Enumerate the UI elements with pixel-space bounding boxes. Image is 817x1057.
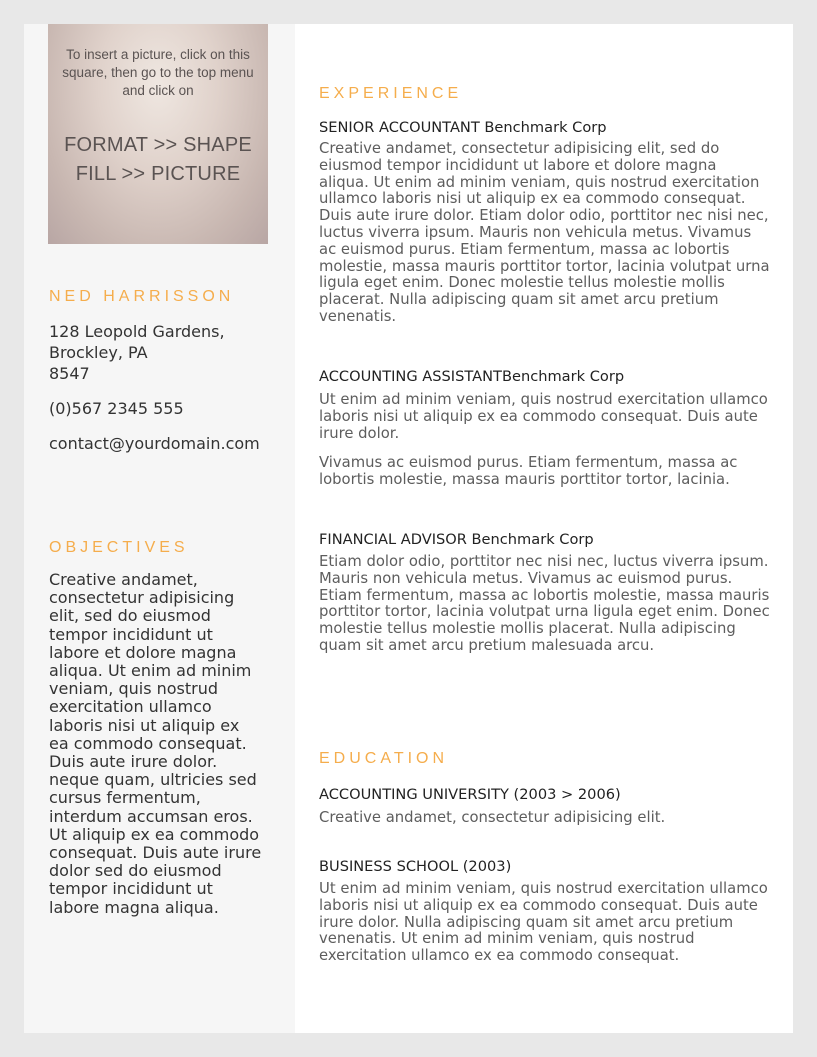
objectives-paragraph: Ut aliquip ex ea commodo consequat. Duis aute irure dolor sed do eiusmod tempor incididunt ut labore magna aliqua. — [49, 824, 262, 917]
photo-placeholder[interactable] — [48, 24, 268, 244]
experience-heading: EXPERIENCE — [319, 85, 463, 102]
job-title: SENIOR ACCOUNTANT Benchmark Corp — [319, 119, 607, 136]
address-line: 8547 — [49, 364, 90, 383]
job-description: Ut enim ad minim veniam, quis nostrud exercitation ullamco laboris nisi ut aliquip ex ea commodo consequat. Duis aute irure dolor. — [319, 391, 768, 442]
objectives-paragraph: Creative andamet, consectetur adipisicing elit, sed do eiusmod tempor incididunt ut labore et dolore magna aliqua. Ut enim ad minim veniam, quis nostrud exercitation ullamco laboris nisi ut aliquip ex ea commodo consequat. Duis aute irure dolor. — [49, 570, 252, 772]
education-heading: EDUCATION — [319, 750, 449, 767]
resume-page — [24, 24, 793, 1033]
sidebar — [24, 24, 295, 1033]
education-title: BUSINESS SCHOOL (2003) — [319, 858, 512, 875]
address-line: Brockley, PA — [49, 343, 148, 362]
address-line: 128 Leopold Gardens, — [49, 322, 225, 341]
photo-instruction: To insert a picture, click on this square, then go to the top menu and click on — [62, 47, 254, 98]
job-description: Creative andamet, consectetur adipisicing elit, sed do eiusmod tempor incididunt ut labore et dolore magna aliqua. Ut enim ad minim veniam, quis nostrud exercitation ullamco laboris nisi ut aliquip ex ea commodo consequat. Duis aute irure dolor. Etiam dolor odio, porttitor nec nisi nec, luctus viverra ipsum. Mauris non vehicula metus. Vivamus ac euismod purus. Etiam fermentum, massa ac lobortis molestie, massa mauris porttitor tortor, lacinia volutpat urna ligula eget enim. Donec molestie tellus molestie mollis placerat. Nulla adipiscing quam sit amet arcu pretium venenatis. — [319, 140, 770, 325]
job-description: Etiam dolor odio, porttitor nec nisi nec, luctus viverra ipsum. Mauris non vehicula metus. Vivamus ac euismod purus. Etiam fermentum, massa ac lobortis molestie, massa mauris porttitor tortor, lacinia volutpat urna ligula eget enim. Donec molestie tellus molestie mollis placerat. Nulla adipiscing quam sit amet arcu pretium malesuada arcu. — [319, 553, 770, 654]
job-title: FINANCIAL ADVISOR Benchmark Corp — [319, 531, 594, 548]
education-title: ACCOUNTING UNIVERSITY (2003 > 2006) — [319, 786, 621, 803]
job-title: ACCOUNTING ASSISTANTBenchmark Corp — [319, 368, 625, 385]
education-description: Ut enim ad minim veniam, quis nostrud exercitation ullamco laboris nisi ut aliquip ex ea commodo consequat. Duis aute irure dolor. Nulla adipiscing quam sit amet arcu pretium venenatis. Ut enim ad minim veniam, quis nostrud exercitation ullamco ex ea commodo consequat. — [319, 880, 768, 965]
photo-action: FORMAT >> SHAPE FILL >> PICTURE — [64, 134, 252, 185]
objectives-paragraph: neque quam, ultricies sed cursus fermentum, interdum accumsan eros. — [49, 770, 257, 826]
job-description: Vivamus ac euismod purus. Etiam fermentum, massa ac lobortis molestie, massa mauris porttitor tortor, lacinia. — [319, 454, 738, 488]
phone: (0)567 2345 555 — [49, 399, 184, 418]
address — [49, 321, 269, 384]
objectives-heading: OBJECTIVES — [49, 539, 189, 556]
email[interactable]: contact@yourdomain.com — [49, 434, 260, 453]
objectives-text — [49, 571, 264, 917]
education-description: Creative andamet, consectetur adipisicing elit. — [319, 809, 666, 826]
name-heading: NED HARRISSON — [49, 288, 235, 305]
